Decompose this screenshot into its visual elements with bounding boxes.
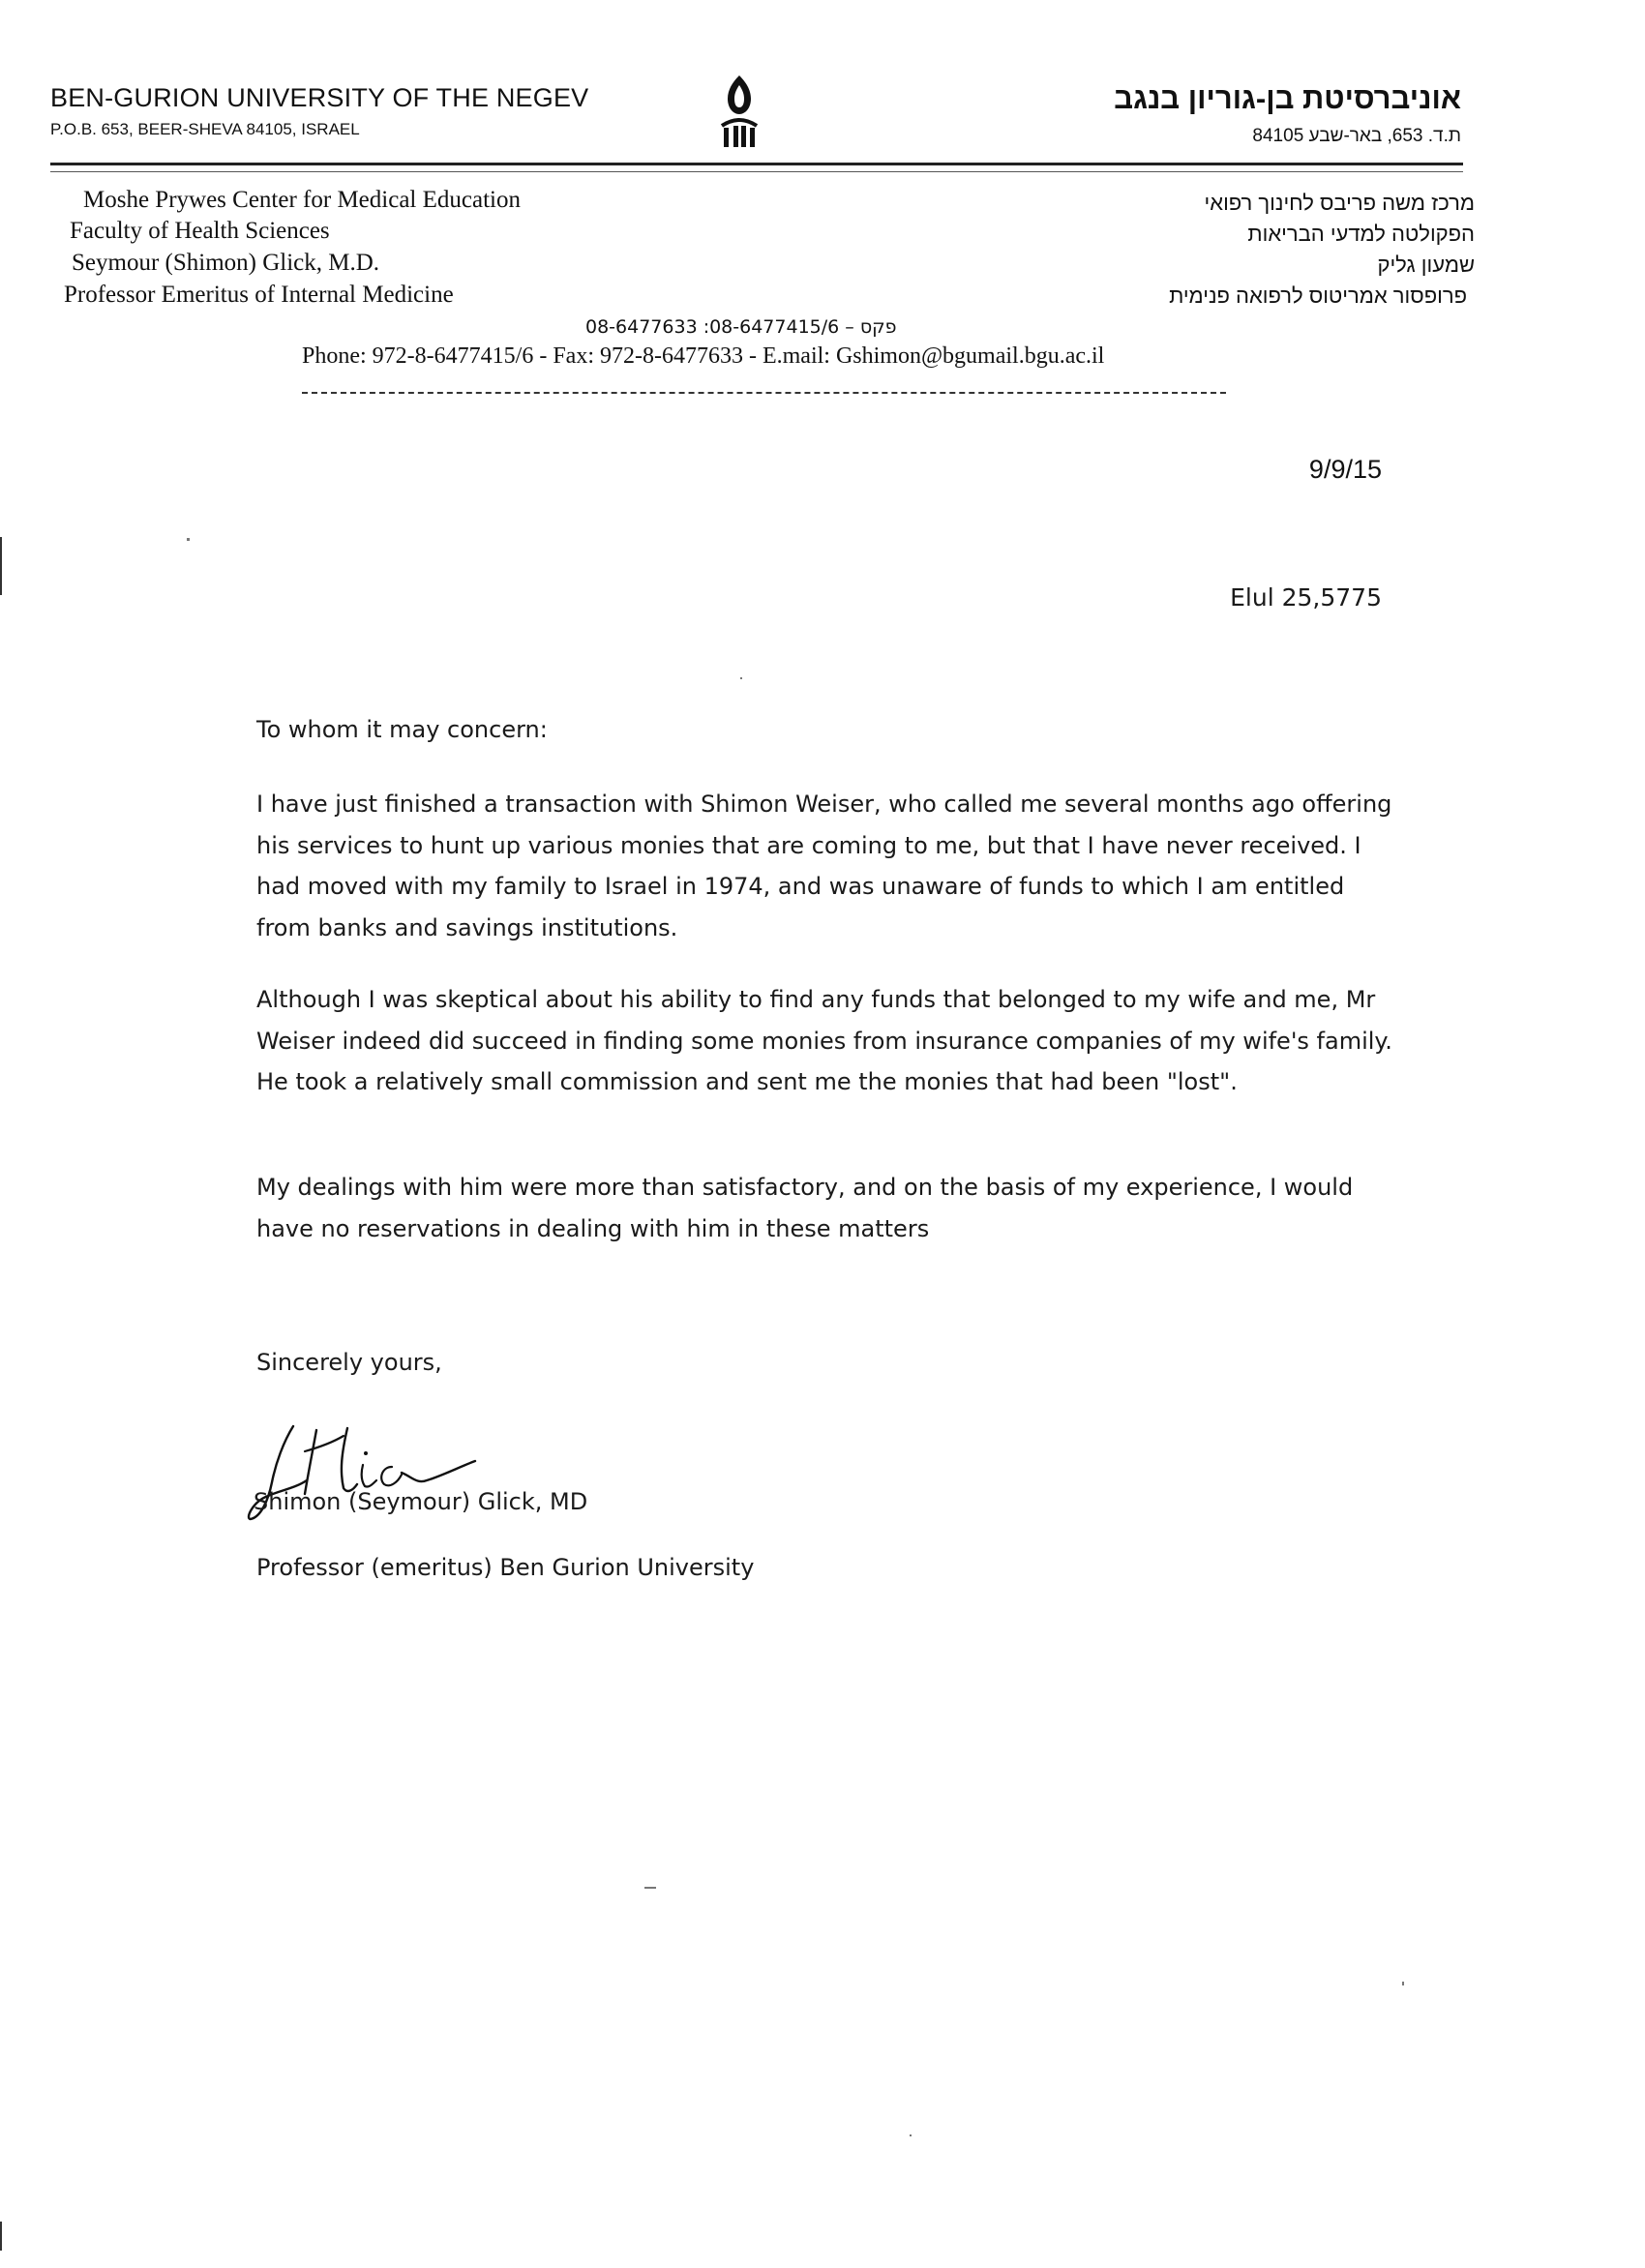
department-hebrew-line-1: מרכז משה פריבס לחינוך רפואי: [1204, 191, 1475, 215]
date-gregorian: 9/9/15: [1308, 455, 1382, 484]
university-address-hebrew: ת.ד. 653, באר-שבע 84105: [1252, 126, 1461, 146]
department-hebrew-line-3: שמעון גליק: [1377, 253, 1475, 277]
letterhead-rule: [50, 163, 1463, 165]
letterhead-rule-thin: [50, 171, 1463, 172]
scan-edge-mark: [0, 2222, 2, 2251]
contact-divider: [302, 392, 1226, 394]
closing: Sincerely yours,: [256, 1349, 442, 1376]
signer-name: Shimon (Seymour) Glick, MD: [254, 1488, 588, 1515]
department-hebrew-line-2: הפקולטה למדעי הבריאות: [1247, 222, 1475, 246]
department-line-3: Seymour (Shimon) Glick, M.D.: [72, 250, 380, 276]
signer-title: Professor (emeritus) Ben Gurion University: [256, 1554, 755, 1581]
paragraph-3: My dealings with him were more than satisfactory, and on the basis of my experience, I would have no reservations in dealing with him in these matters: [256, 1174, 1354, 1242]
date-hebrew: Elul 25,5775: [1230, 583, 1382, 612]
paragraph-2: Although I was skeptical about his ability to find any funds that belonged to my wife and me, Mr Weiser indeed did succeed in finding some monies from insurance companies of my wife's family. He took a relatively small commission and sent me the monies that had been "lost".: [256, 986, 1392, 1095]
salutation: To whom it may concern:: [256, 716, 548, 743]
department-line-1: Moshe Prywes Center for Medical Education: [83, 187, 521, 213]
contact-hebrew-line: 08-6477633 :פקס – 08-6477415/6: [585, 316, 897, 338]
university-name-hebrew: אוניברסיטת בן-גוריון בנגב: [1114, 81, 1461, 115]
university-name-english: BEN-GURION UNIVERSITY OF THE NEGEV: [50, 83, 589, 112]
department-line-4: Professor Emeritus of Internal Medicine: [64, 282, 454, 308]
scan-speck: [740, 677, 742, 679]
scan-speck: [644, 1887, 656, 1889]
paragraph-1: I have just finished a transaction with Shimon Weiser, who called me several months ago offering his services to hunt up various monies that are coming to me, but that I have never received. I had moved with my family to Israel in 1974, and was unaware of funds to which I am entitled from banks and savings institutions.: [256, 791, 1392, 941]
scan-speck: [187, 538, 190, 541]
scan-edge-mark: [0, 537, 2, 595]
scan-speck: [910, 2134, 912, 2136]
contact-line: Phone: 972-8-6477415/6 - Fax: 972-8-6477633 - E.mail: Gshimon@bgumail.bgu.ac.il: [302, 343, 1105, 369]
university-address-english: P.O.B. 653, BEER-SHEVA 84105, ISRAEL: [50, 120, 360, 138]
scan-speck: [1402, 1982, 1404, 1985]
department-line-2: Faculty of Health Sciences: [70, 218, 330, 244]
department-hebrew-line-4: פרופסור אמריטוס לרפואה פנימית: [1169, 284, 1467, 308]
bgu-logo-icon: [714, 72, 764, 151]
